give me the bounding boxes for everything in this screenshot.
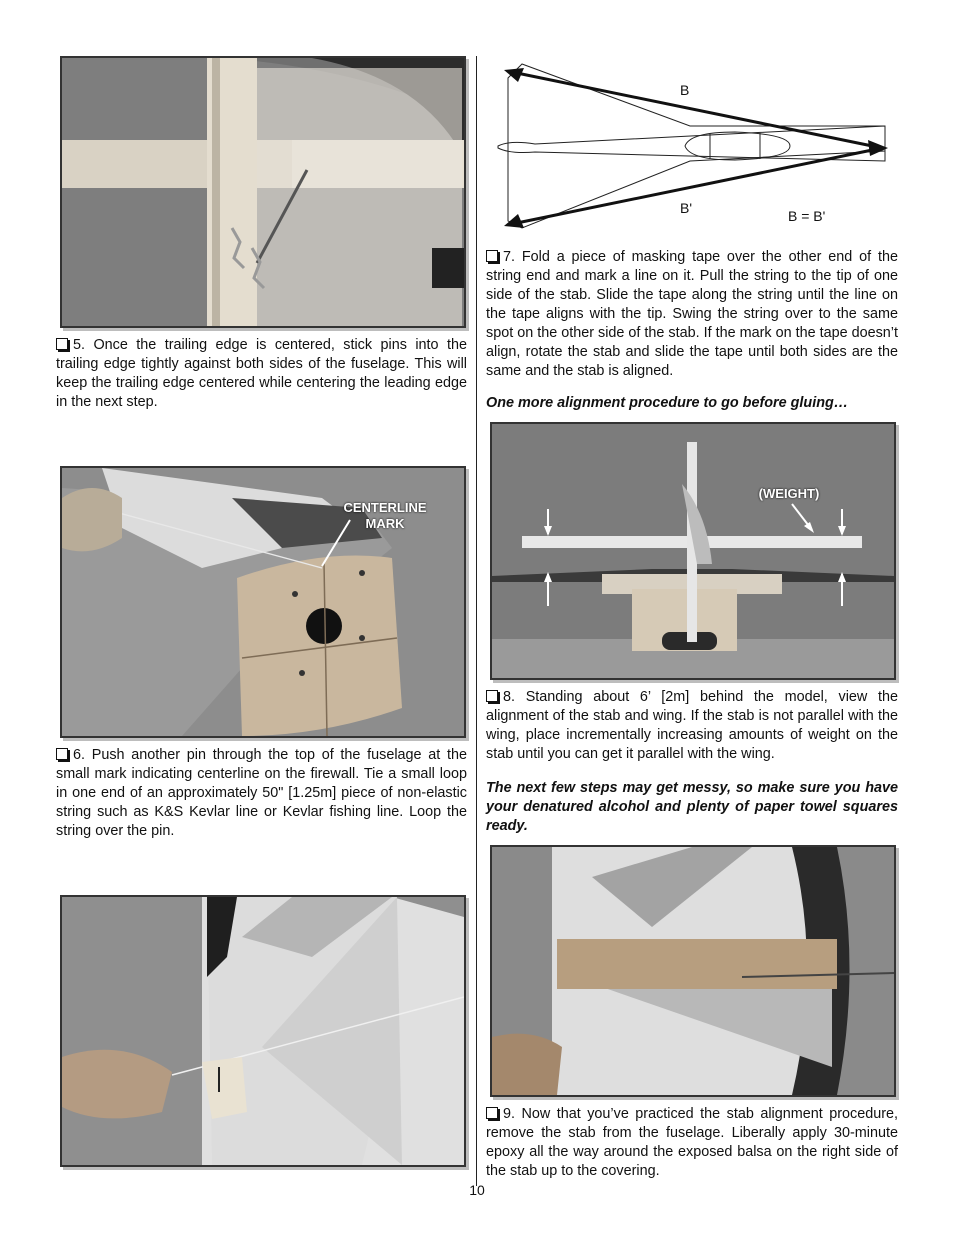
trailing-edge-photo: [62, 58, 464, 326]
photo-step-6: [60, 466, 466, 738]
label-b-equals-b-prime: B = B': [788, 208, 826, 224]
photo-step-9: [490, 845, 896, 1097]
step-9-body: 9. Now that you’ve practiced the stab alignment procedure, remove the stab from the fuselage. Liberally apply 30-minute epoxy all the way around the exposed balsa on the right side of the stab up to the covering.: [486, 1106, 898, 1179]
label-b: B: [680, 82, 690, 98]
step-8-body: 8. Standing about 6’ [2m] behind the model, view the alignment of the stab and wing. If the stab is not parallel with the wing, place incrementally increasing amounts of weight on the stab until you can get it parallel with the wing.: [486, 689, 898, 762]
stab-wing-photo: [492, 424, 894, 678]
stab-tip-photo: [62, 897, 464, 1165]
weight-label: (WEIGHT): [758, 486, 820, 501]
alignment-diagram-svg: [490, 56, 900, 236]
step-7-body: 7. Fold a piece of masking tape over the other end of the string end and mark a line on it. Pull the string to the tip of one side of the stab. Slide the tape along the string until the line on the tape aligns with the tip. Swing the string over to the same spot on the other side of the stab. If the mark on the tape doesn’t align, rotate the stab and slide the tape until both sides are the same and the stab is aligned.: [486, 249, 898, 379]
checkbox-step-5[interactable]: [56, 338, 68, 350]
step-6-text: [56, 746, 467, 841]
photo-step-7: [60, 895, 466, 1167]
photo-step-5: [60, 56, 466, 328]
note-messy: The next few steps may get messy, so make sure you have your denatured alcohol and plenty of paper towel squares ready.: [486, 780, 898, 834]
step-8-text: [486, 688, 898, 764]
alignment-diagram: [490, 56, 900, 236]
photo-step-8: [490, 422, 896, 680]
column-divider: [476, 56, 477, 1186]
exposed-balsa-photo: [492, 847, 894, 1095]
step-5-body: 5. Once the trailing edge is centered, stick pins into the trailing edge tightly against both sides of the fuselage. This will keep the trailing edge centered while centering the leading edge in the next step.: [56, 337, 467, 410]
centerline-mark-label: CENTERLINE MARK: [343, 500, 427, 531]
page-number: 10: [469, 1182, 485, 1198]
checkbox-step-9[interactable]: [486, 1107, 498, 1119]
label-b-prime: B': [680, 200, 693, 216]
note-alignment: One more alignment procedure to go before gluing…: [486, 395, 849, 411]
step-5-text: [56, 336, 467, 412]
step-9-text: [486, 1105, 898, 1181]
step-7-text: [486, 248, 898, 381]
checkbox-step-7[interactable]: [486, 250, 498, 262]
step-6-body: 6. Push another pin through the top of the fuselage at the small mark indicating centerline on the firewall. Tie a small loop in one end of an approximately 50" [1.25m] piece of non-elastic string such as K&S Kevlar line or Kevlar fishing line. Loop the string over the pin.: [56, 747, 467, 839]
checkbox-step-8[interactable]: [486, 690, 498, 702]
checkbox-step-6[interactable]: [56, 748, 68, 760]
